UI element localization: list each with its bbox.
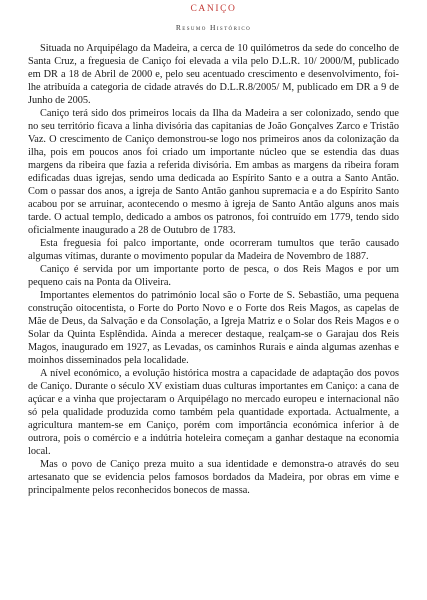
page-title: CANIÇO	[190, 4, 237, 14]
paragraph: Esta freguesia foi palco importante, onde ocorreram tumultos que terão causado algumas vítimas, durante o movimento popular da Madeira de Novembro de 1887.	[28, 238, 399, 262]
article-body	[28, 42, 399, 497]
paragraph: A nível económico, a evolução histórica mostra a capacidade de adaptação dos povos de Caniço. Durante o século XV existiam duas culturas importantes em Caniço: a cana de açúcar e a vinha que projectaram o Arquipélago no mercado europeu e internacional não só pela qualidade produzida como também pela quantidade exportada. Actualmente, a agricultura mantem-se em Caniço, porém com importância económica inferior à de outrora, pois o comércio e a indútria hoteleira começam a ganhar destaque na economia local.	[28, 368, 399, 457]
paragraph: Importantes elementos do património local são o Forte de S. Sebastião, uma pequena construção oitocentista, o Forte do Porto Novo e o Forte dos Reis Magos, as capelas de Mãe de Deus, da Salvação e da Consolação, a Igreja Matriz e o Solar dos Reis Magos e o Solar da Quinta Esplêndida. Ainda a merecer destaque, realçam-se o Garajau dos Reis Magos, inaugurado em 1927, as Levadas, os caminhos Rurais e ainda algumas azenhas e moinhos disseminados pela localidade.	[28, 290, 399, 366]
paragraph: Caniço é servida por um importante porto de pesca, o dos Reis Magos e por um pequeno cais na Ponta da Oliveira.	[28, 264, 399, 288]
page-subtitle: Resumo Histórico	[175, 23, 252, 32]
paragraph: Caniço terá sido dos primeiros locais da Ilha da Madeira a ser colonizado, sendo que no seu território ficava a linha divisória das capitanias de João Gonçalves Zarco e Tristão Vaz. O crescimento de Caniço demonstrou-se logo nos primeiros anos da colonização da ilha, pois em poucos anos foi criado um importante núcleo que se estendia das duas margens da ribeira que fazia a referida divisória. Em ambas as margens da ribeira foram edificadas duas igrejas, sendo uma dedicada ao Espírito Santo e a outra a Santo Antão. Com o passar dos anos, a igreja de Santo Antão ganhou supremacia e a do Espírito Santo acabou por se arruinar, acontecendo o mesmo à igreja de Santo Antão alguns anos mais tarde. O actual templo, dedicado a ambos os patronos, foi contruído em 1779, tendo sido oficialmente inaugurado a 28 de Outubro de 1783.	[28, 108, 399, 236]
paragraph: Mas o povo de Caniço preza muito a sua identidade e demonstra-o através do seu artesanato que se evidencia pelos famosos bordados da Madeira, por obras em vime e principalmente pelos reconhecidos bonecos de massa.	[28, 459, 399, 496]
paragraph: Situada no Arquipélago da Madeira, a cerca de 10 quilómetros da sede do concelho de Santa Cruz, a freguesia de Caniço foi elevada a vila pelo D.L.R. 10/ 2000/M, publicado em DR a 18 de Abril de 2000 e, pelo seu acentuado crescimento e desenvolvimento, foi-lhe atribuída a categoria de cidade através do D.L.R.8/2005/ M, publicado em DR a 9 de Junho de 2005.	[28, 43, 399, 106]
